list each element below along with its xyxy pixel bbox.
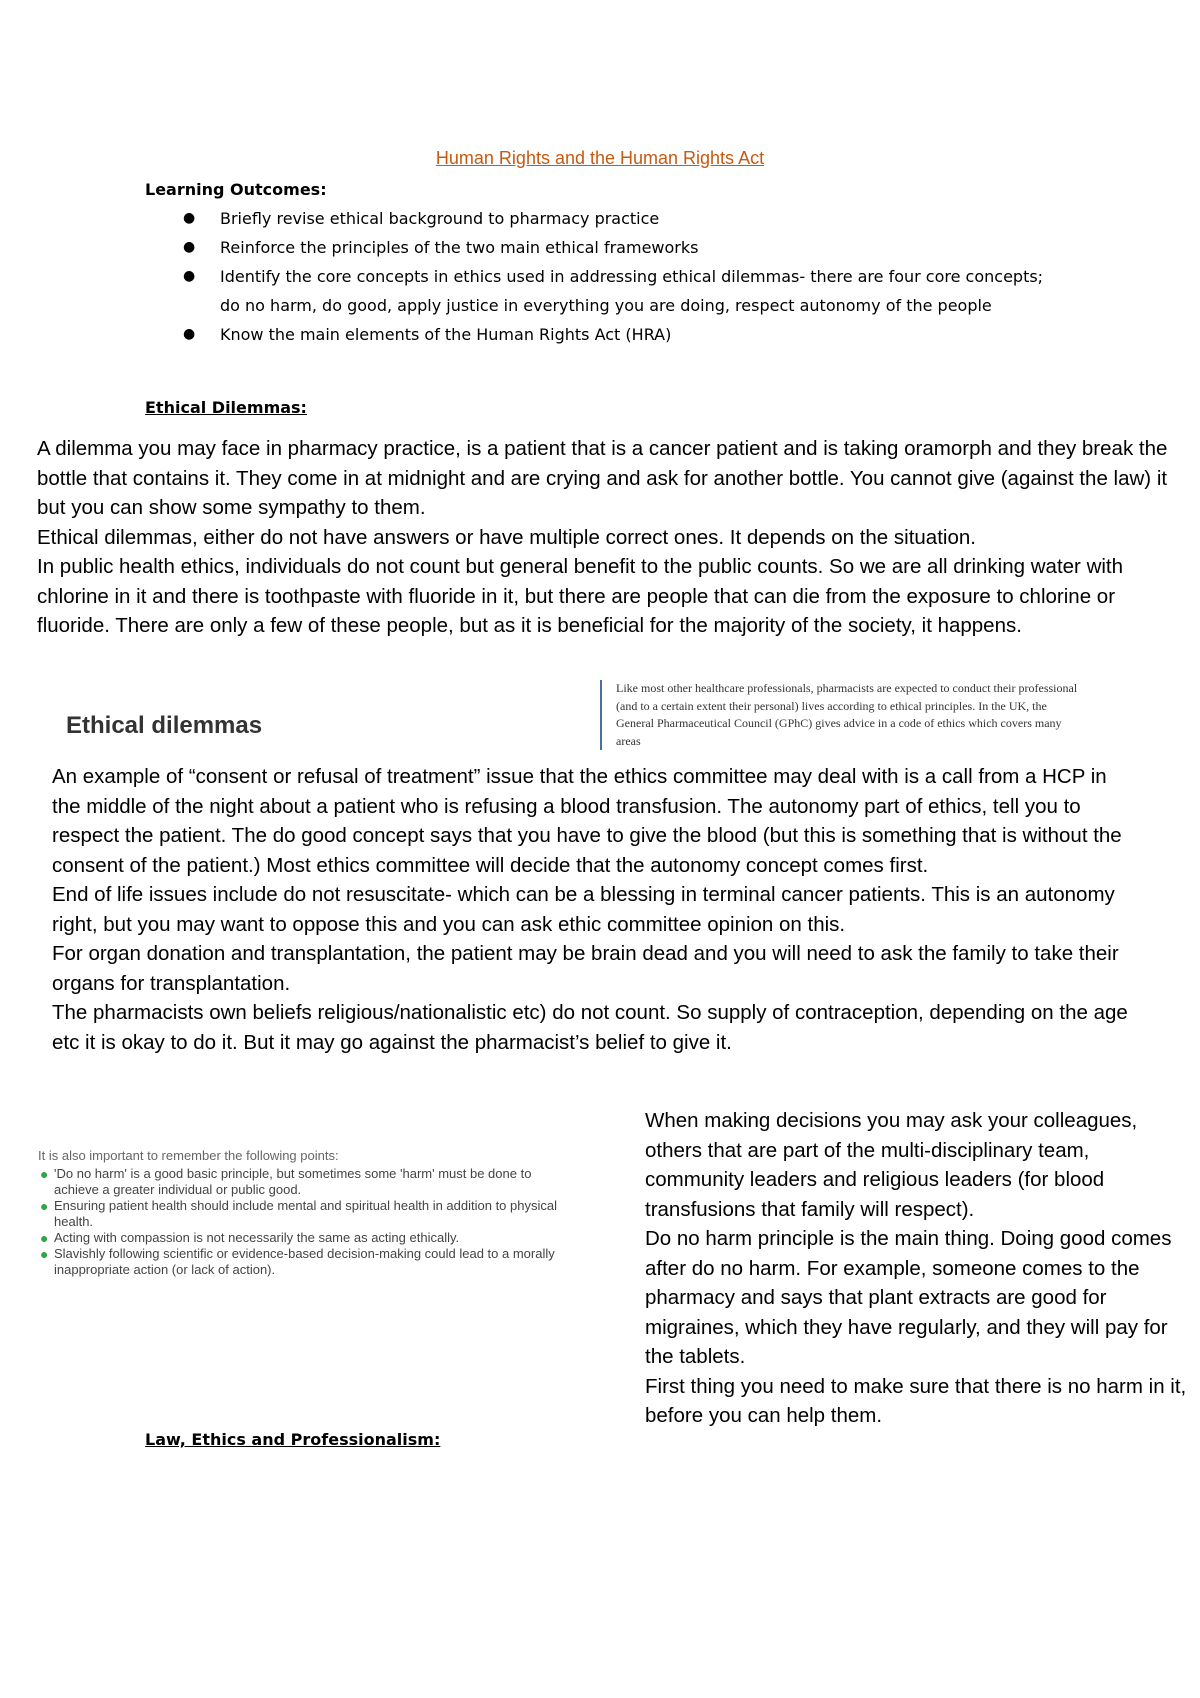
paragraph: An example of “consent or refusal of treatment” issue that the ethics committee may deal with is a call from a HCP in the middle of the night about a patient who is refusing a blood transfusion. The autonomy part of ethics, tell you to respect the patient. The do good concept says that you have to give the blood (but this is something that is without the consent of the patient.) Most ethics committee will decide that the autonomy concept comes first. [52, 765, 1122, 877]
bullet-icon: ● [183, 239, 196, 255]
bullet-icon: ● [40, 1166, 49, 1182]
law-ethics-heading: Law, Ethics and Professionalism: [145, 1430, 441, 1449]
bullet-icon: ● [183, 268, 196, 284]
bullet-icon: ● [183, 210, 196, 226]
list-item-text: Identify the core concepts in ethics used in addressing ethical dilemmas- there are four core concepts; do no harm, do good, apply justice in everything you are doing, respect autonomy of the people [220, 267, 1044, 315]
list-item-text: Reinforce the principles of the two main ethical frameworks [220, 238, 699, 257]
side-body [645, 1106, 1193, 1431]
list-item [175, 262, 1060, 320]
list-item [38, 1246, 578, 1278]
list-item-text: Ensuring patient health should include mental and spiritual health in addition to physical health. [54, 1198, 557, 1229]
paragraph: When making decisions you may ask your colleagues, others that are part of the multi-disciplinary team, community leaders and religious leaders (for blood transfusions that family will respect). [645, 1109, 1138, 1221]
learning-outcomes-list [175, 204, 1075, 349]
paragraph: Do no harm principle is the main thing. Doing good comes after do no harm. For example, someone comes to the pharmacy and says that plant extracts are good for migraines, which they have regularly, and they will pay for the tablets. [645, 1227, 1172, 1368]
list-item [175, 320, 1075, 349]
bullet-icon: ● [40, 1198, 49, 1214]
paragraph: Ethical dilemmas, either do not have answers or have multiple correct ones. It depends on the situation. [37, 525, 976, 549]
list-item-text: 'Do no harm' is a good basic principle, but sometimes some 'harm' must be done to achieve a greater individual or public good. [54, 1166, 532, 1197]
list-item [38, 1230, 578, 1246]
paragraph: First thing you need to make sure that there is no harm in it, before you can help them. [645, 1374, 1187, 1427]
points-intro: It is also important to remember the following points: [38, 1148, 339, 1163]
list-item [175, 204, 1075, 233]
page-title: Human Rights and the Human Rights Act [435, 148, 765, 168]
excerpt-heading-image: Ethical dilemmas [66, 712, 263, 739]
bullet-icon: ● [40, 1246, 49, 1262]
points-list [38, 1166, 578, 1278]
excerpt-text-image: Like most other healthcare professionals, pharmacists are expected to conduct their professional (and to a certain extent their personal) lives according to ethical principles. In the UK, the General Pharmaceutical Council (GPhC) gives advice in a code of ethics which covers many areas [600, 680, 1086, 750]
ethical-dilemmas-body [37, 434, 1177, 641]
list-item-text: Briefly revise ethical background to pharmacy practice [220, 209, 660, 228]
learning-outcomes-heading: Learning Outcomes: [145, 180, 327, 199]
list-item-text: Acting with compassion is not necessarily the same as acting ethically. [54, 1230, 460, 1245]
list-item-text: Slavishly following scientific or evidence-based decision-making could lead to a morally inappropriate action (or lack of action). [54, 1246, 555, 1277]
list-item [175, 233, 1075, 262]
list-item [38, 1166, 578, 1198]
paragraph: A dilemma you may face in pharmacy practice, is a patient that is a cancer patient and is taking oramorph and they break the bottle that contains it. They come in at midnight and are crying and ask for another bottle. You cannot give (against the law) it but you can show some sympathy to them. [37, 437, 1168, 519]
list-item [38, 1198, 578, 1230]
paragraph: In public health ethics, individuals do not count but general benefit to the public counts. So we are all drinking water with chlorine in it and there is toothpaste with fluoride in it, but there are people that can die from the exposure to chlorine or fluoride. There are only a few of these people, but as it is beneficial for the majority of the society, it happens. [37, 555, 1124, 637]
list-item-text: Know the main elements of the Human Rights Act (HRA) [220, 325, 672, 344]
paragraph: For organ donation and transplantation, the patient may be brain dead and you will need to ask the family to take their organs for transplantation. [52, 942, 1119, 995]
paragraph: End of life issues include do not resuscitate- which can be a blessing in terminal cancer patients. This is an autonomy right, but you may want to oppose this and you can ask ethic committee opinion on this. [52, 883, 1115, 936]
consent-body [52, 762, 1132, 1057]
points-excerpt-image [38, 1148, 578, 1278]
paragraph: The pharmacists own beliefs religious/nationalistic etc) do not count. So supply of contraception, depending on the age etc it is okay to do it. But it may go against the pharmacist’s belief to give it. [52, 1001, 1128, 1054]
ethical-dilemmas-heading: Ethical Dilemmas: [145, 398, 307, 417]
bullet-icon: ● [40, 1230, 49, 1246]
bullet-icon: ● [183, 326, 196, 342]
